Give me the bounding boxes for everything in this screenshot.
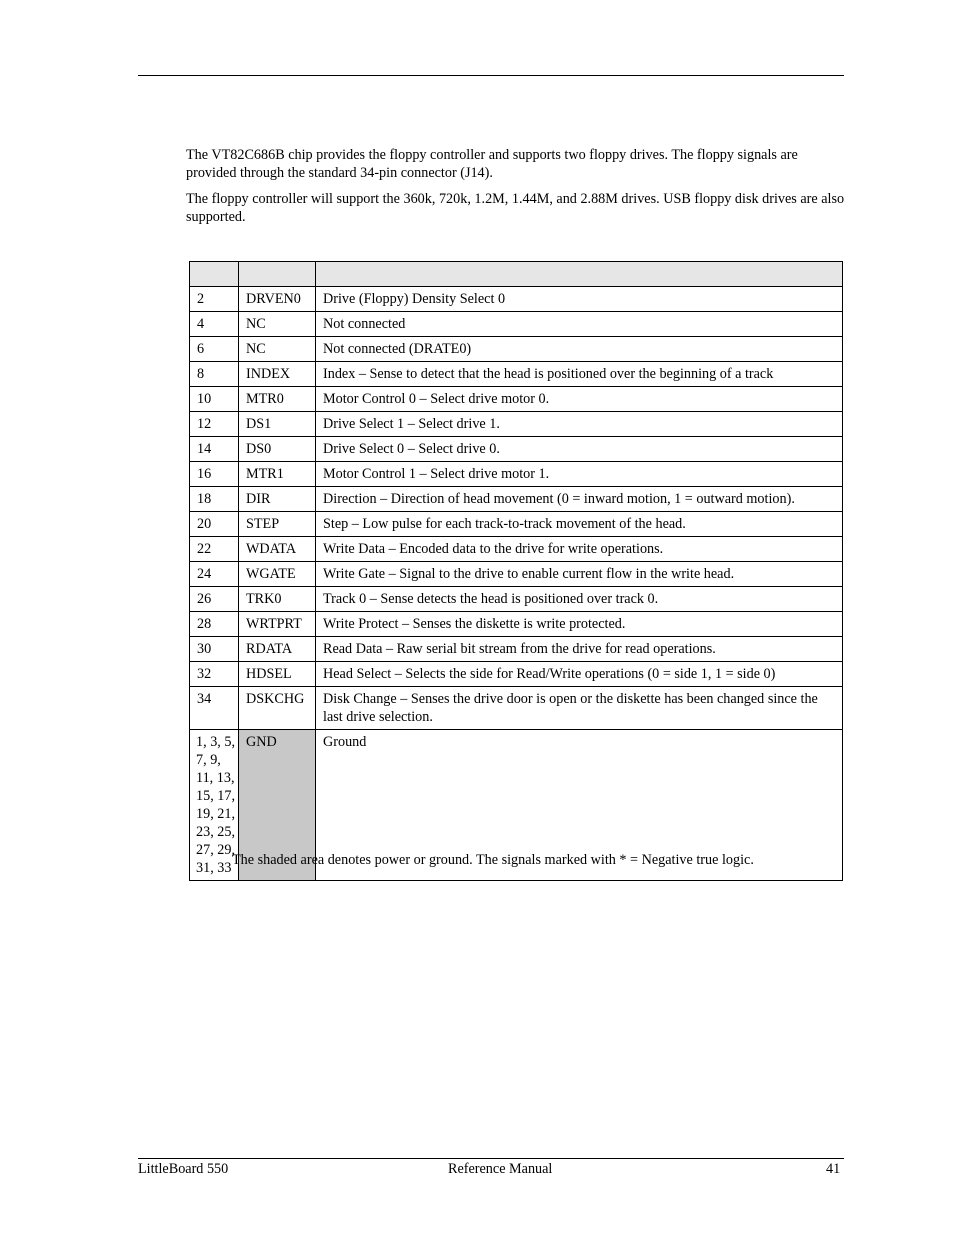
description-cell: Not connected	[316, 312, 843, 337]
table-row	[190, 587, 843, 612]
table-row	[190, 512, 843, 537]
pin-cell: 2	[190, 287, 239, 312]
pin-cell: 34	[190, 687, 239, 730]
table-row	[190, 462, 843, 487]
footer-manual-title: Reference Manual	[448, 1161, 553, 1177]
ground-description-cell: Ground	[316, 730, 843, 881]
description-cell: Not connected (DRATE0)	[316, 337, 843, 362]
intro-paragraph-2: The floppy controller will support the 360k, 720k, 1.2M, 1.44M, and 2.88M drives. USB floppy disk drives are also supported.	[186, 191, 845, 225]
signal-cell: NC	[239, 312, 316, 337]
signal-cell: MTR1	[239, 462, 316, 487]
pin-cell: 18	[190, 487, 239, 512]
description-cell: Head Select – Selects the side for Read/Write operations (0 = side 1, 1 = side 0)	[316, 662, 843, 687]
description-cell: Drive Select 1 – Select drive 1.	[316, 412, 843, 437]
table-row	[190, 337, 843, 362]
description-cell: Motor Control 0 – Select drive motor 0.	[316, 387, 843, 412]
pin-cell: 28	[190, 612, 239, 637]
pin-cell: 8	[190, 362, 239, 387]
ground-signal-cell: GND	[239, 730, 316, 881]
description-cell: Index – Sense to detect that the head is positioned over the beginning of a track	[316, 362, 843, 387]
pin-cell: 22	[190, 537, 239, 562]
description-cell: Write Gate – Signal to the drive to enable current flow in the write head.	[316, 562, 843, 587]
header-signal	[239, 262, 316, 287]
description-cell: Track 0 – Sense detects the head is positioned over track 0.	[316, 587, 843, 612]
signal-cell: STEP	[239, 512, 316, 537]
footer-rule	[138, 1158, 844, 1159]
description-cell: Motor Control 1 – Select drive motor 1.	[316, 462, 843, 487]
signal-cell: WRTPRT	[239, 612, 316, 637]
pin-cell: 20	[190, 512, 239, 537]
table-row	[190, 362, 843, 387]
table-row	[190, 537, 843, 562]
signal-cell: MTR0	[239, 387, 316, 412]
table-row	[190, 312, 843, 337]
pin-cell: 12	[190, 412, 239, 437]
table-row	[190, 562, 843, 587]
footer-page-number: 41	[826, 1161, 841, 1177]
footer-product-name: LittleBoard 550	[138, 1161, 229, 1177]
signal-cell: HDSEL	[239, 662, 316, 687]
header-pin	[190, 262, 239, 287]
table-row	[190, 612, 843, 637]
table-row	[190, 687, 843, 730]
pin-cell: 30	[190, 637, 239, 662]
pin-cell: 16	[190, 462, 239, 487]
table-row	[190, 487, 843, 512]
header-description	[316, 262, 843, 287]
pin-cell: 32	[190, 662, 239, 687]
table-row	[190, 637, 843, 662]
pin-cell: 26	[190, 587, 239, 612]
pin-cell: 10	[190, 387, 239, 412]
description-cell: Drive (Floppy) Density Select 0	[316, 287, 843, 312]
signal-cell: DRVEN0	[239, 287, 316, 312]
description-cell: Write Data – Encoded data to the drive for write operations.	[316, 537, 843, 562]
description-cell: Direction – Direction of head movement (0 = inward motion, 1 = outward motion).	[316, 487, 843, 512]
signal-cell: WGATE	[239, 562, 316, 587]
table-header-row	[190, 262, 843, 287]
table-body	[190, 287, 843, 881]
ground-pins-cell: 1, 3, 5, 7, 9, 11, 13, 15, 17, 19, 21, 23, 25, 27, 29, 31, 33	[190, 730, 239, 881]
signal-cell: RDATA	[239, 637, 316, 662]
table-note: The shaded area denotes power or ground. The signals marked with * = Negative true logic.	[232, 852, 754, 868]
description-cell: Step – Low pulse for each track-to-track movement of the head.	[316, 512, 843, 537]
signal-cell: DSKCHG	[239, 687, 316, 730]
signal-cell: DS1	[239, 412, 316, 437]
signal-cell: TRK0	[239, 587, 316, 612]
header-rule	[138, 75, 844, 76]
table-row	[190, 662, 843, 687]
signal-cell: DIR	[239, 487, 316, 512]
signal-cell: NC	[239, 337, 316, 362]
intro-paragraph-1: The VT82C686B chip provides the floppy controller and supports two floppy drives. The floppy signals are provided through the standard 34-pin connector (J14).	[186, 147, 798, 181]
floppy-pin-table	[189, 261, 843, 881]
table-row	[190, 412, 843, 437]
description-cell: Read Data – Raw serial bit stream from the drive for read operations.	[316, 637, 843, 662]
pin-cell: 14	[190, 437, 239, 462]
pin-cell: 4	[190, 312, 239, 337]
table-row	[190, 287, 843, 312]
signal-cell: WDATA	[239, 537, 316, 562]
description-cell: Drive Select 0 – Select drive 0.	[316, 437, 843, 462]
pin-cell: 24	[190, 562, 239, 587]
signal-cell: INDEX	[239, 362, 316, 387]
description-cell: Disk Change – Senses the drive door is open or the diskette has been changed since the last drive selection.	[316, 687, 843, 730]
table-row	[190, 387, 843, 412]
table-row	[190, 437, 843, 462]
description-cell: Write Protect – Senses the diskette is write protected.	[316, 612, 843, 637]
pin-cell: 6	[190, 337, 239, 362]
signal-cell: DS0	[239, 437, 316, 462]
